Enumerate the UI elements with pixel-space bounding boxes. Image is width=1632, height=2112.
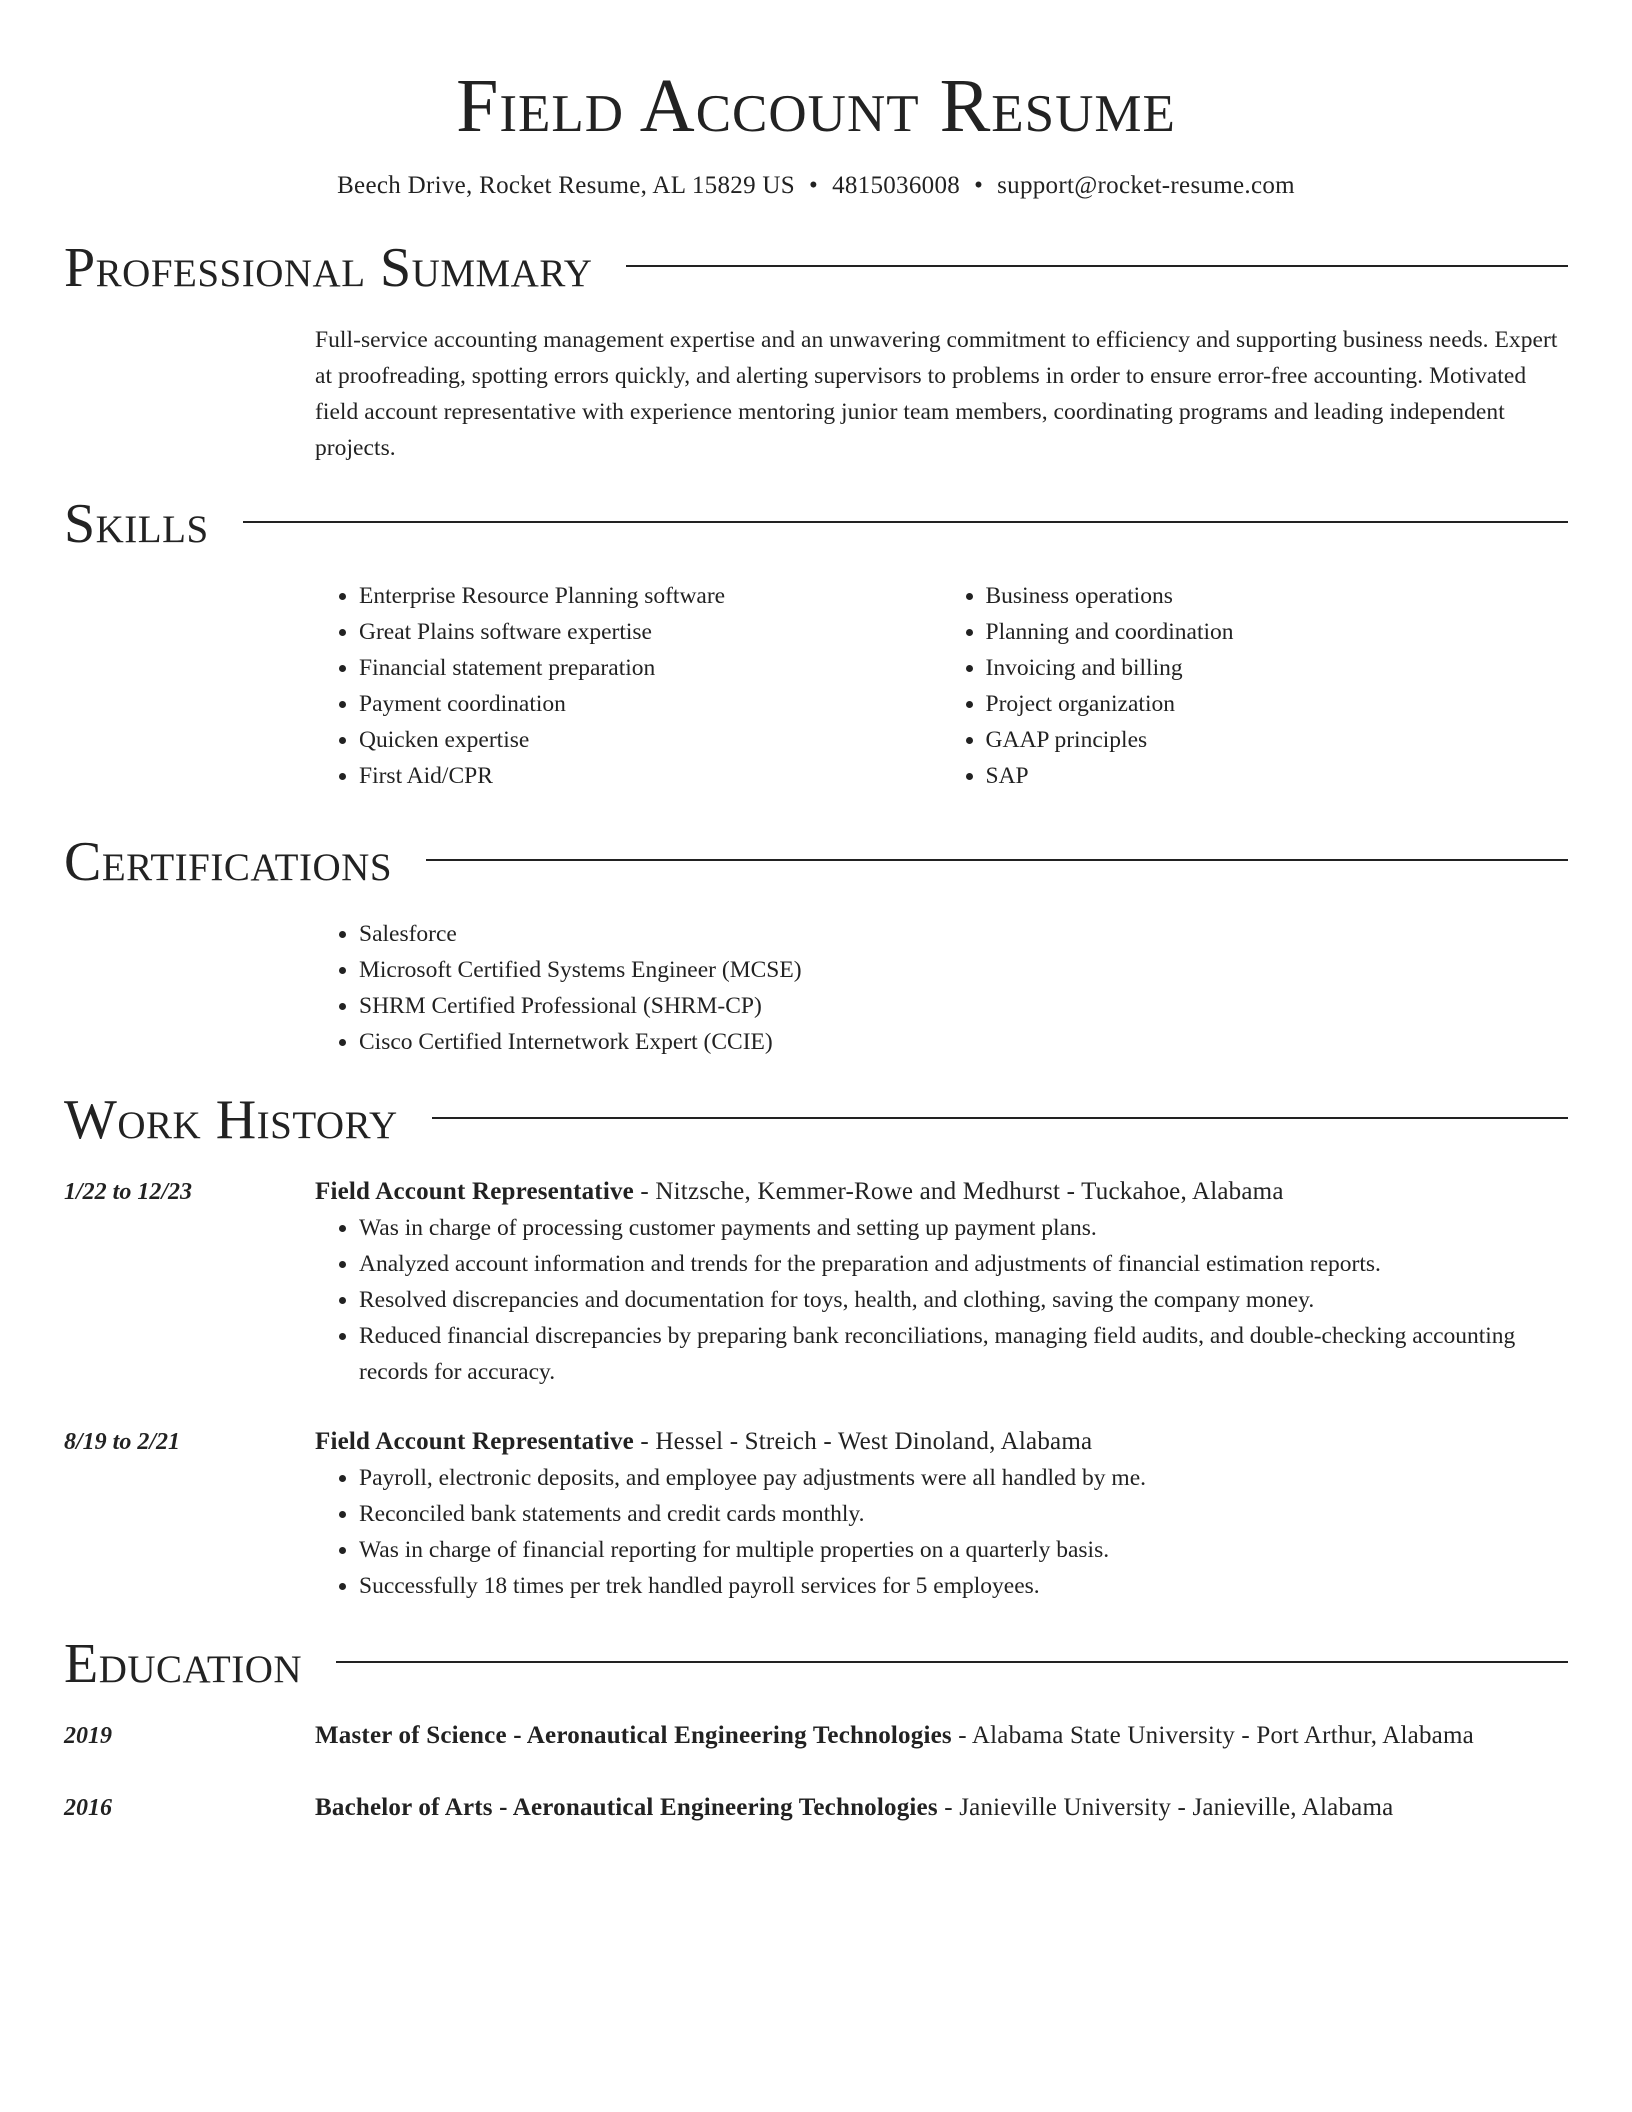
- skills-list-right: [942, 578, 1569, 794]
- job-main: [315, 1174, 1568, 1390]
- education-heading: [315, 1718, 1568, 1754]
- contact-separator: •: [809, 172, 819, 199]
- education-section: [64, 1634, 1568, 1826]
- job-bullet: • Reconciled bank statements and credit cards monthly.: [359, 1496, 1568, 1532]
- resume-title: Field Account Resume: [456, 64, 1176, 148]
- job-bullets: [315, 1460, 1568, 1604]
- work-history-header: [64, 1090, 1568, 1150]
- skill-item: • GAAP principles: [986, 722, 1569, 758]
- job-details: - Nitzsche, Kemmer-Rowe and Medhurst - Tuckahoe, Alabama: [633, 1178, 1284, 1205]
- skills-title: Skills: [64, 493, 209, 555]
- contact-address: Beech Drive, Rocket Resume, AL 15829 US: [337, 172, 795, 199]
- education-degree: Bachelor of Arts - Aeronautical Engineering Technologies: [315, 1794, 938, 1821]
- job-heading: [315, 1424, 1568, 1460]
- skill-item: • First Aid/CPR: [359, 758, 942, 794]
- summary-text: Full-service accounting management expertise and an unwavering commitment to efficiency and supporting business needs. Expert at proofreading, spotting errors quickly, and alerting supervisors to problems in order to ensure error-free accounting. Motivated field account representative with experience mentoring junior team members, coordinating programs and leading independent projects.: [315, 327, 1558, 461]
- summary-section: [64, 238, 1568, 466]
- skills-list-left: [315, 578, 942, 794]
- education-entry: [64, 1718, 1568, 1754]
- section-divider: [426, 859, 1568, 861]
- education-year: 2019: [64, 1723, 112, 1749]
- education-year: 2016: [64, 1795, 112, 1821]
- job-role: Field Account Representative: [315, 1178, 634, 1205]
- education-header: [64, 1634, 1568, 1694]
- certification-item: • Microsoft Certified Systems Engineer (MCSE): [359, 952, 1568, 988]
- skill-item: • Project organization: [986, 686, 1569, 722]
- skill-item: • Business operations: [986, 578, 1569, 614]
- skills-section: [64, 494, 1568, 794]
- job-bullet: • Was in charge of processing customer payments and setting up payment plans.: [359, 1210, 1568, 1246]
- job-bullet: • Was in charge of financial reporting for multiple properties on a quarterly basis.: [359, 1532, 1568, 1568]
- certifications-list: [315, 916, 1568, 1060]
- certification-item: • Cisco Certified Internetwork Expert (CCIE): [359, 1024, 1568, 1060]
- work-history-section: [64, 1090, 1568, 1604]
- section-divider: [626, 265, 1568, 267]
- job-role: Field Account Representative: [315, 1428, 634, 1455]
- job-bullet: • Analyzed account information and trends for the preparation and adjustments of financial estimation reports.: [359, 1246, 1568, 1282]
- job-details: - Hessel - Streich - West Dinoland, Alabama: [633, 1428, 1093, 1455]
- section-divider: [432, 1117, 1568, 1119]
- job-bullet: • Resolved discrepancies and documentation for toys, health, and clothing, saving the company money.: [359, 1282, 1568, 1318]
- skill-item: • Planning and coordination: [986, 614, 1569, 650]
- contact-separator: •: [974, 172, 984, 199]
- job-bullet: • Reduced financial discrepancies by preparing bank reconciliations, managing field audits, and double-checking accounting records for accuracy.: [359, 1318, 1568, 1390]
- skills-body: [315, 578, 1568, 794]
- certification-item: • SHRM Certified Professional (SHRM-CP): [359, 988, 1568, 1024]
- education-heading: [315, 1790, 1568, 1826]
- contact-phone: 4815036008: [832, 172, 961, 199]
- skill-item: • Enterprise Resource Planning software: [359, 578, 942, 614]
- contact-email[interactable]: support@rocket-resume.com: [997, 172, 1295, 199]
- job-heading: [315, 1174, 1568, 1210]
- job-entry: [64, 1174, 1568, 1390]
- skills-header: [64, 494, 1568, 554]
- certifications-section: [64, 832, 1568, 1060]
- job-bullets: [315, 1210, 1568, 1390]
- section-divider: [243, 521, 1568, 523]
- job-main: [315, 1424, 1568, 1604]
- skill-item: • Financial statement preparation: [359, 650, 942, 686]
- summary-body: [315, 322, 1568, 466]
- skill-item: • Invoicing and billing: [986, 650, 1569, 686]
- summary-header: [64, 238, 1568, 298]
- contact-line: [64, 170, 1568, 202]
- skill-item: • Payment coordination: [359, 686, 942, 722]
- education-details: - Janieville University - Janieville, Alabama: [937, 1794, 1394, 1821]
- section-divider: [336, 1661, 1568, 1663]
- education-details: - Alabama State University - Port Arthur, Alabama: [951, 1722, 1474, 1749]
- job-dates: 8/19 to 2/21: [64, 1429, 181, 1455]
- resume-page: [64, 0, 1568, 1826]
- education-degree: Master of Science - Aeronautical Engineering Technologies: [315, 1722, 952, 1749]
- skill-item: • Quicken expertise: [359, 722, 942, 758]
- job-dates: 1/22 to 12/23: [64, 1179, 193, 1205]
- job-bullet: • Payroll, electronic deposits, and employee pay adjustments were all handled by me.: [359, 1460, 1568, 1496]
- certifications-body: [315, 916, 1568, 1060]
- certification-item: • Salesforce: [359, 916, 1568, 952]
- certifications-header: [64, 832, 1568, 892]
- skill-item: • SAP: [986, 758, 1569, 794]
- skill-item: • Great Plains software expertise: [359, 614, 942, 650]
- certifications-title: Certifications: [64, 831, 393, 893]
- work-history-title: Work History: [64, 1089, 398, 1151]
- job-bullet: • Successfully 18 times per trek handled payroll services for 5 employees.: [359, 1568, 1568, 1604]
- job-entry: [64, 1424, 1568, 1604]
- education-entry: [64, 1790, 1568, 1826]
- education-title: Education: [64, 1633, 303, 1695]
- summary-title: Professional Summary: [64, 237, 593, 299]
